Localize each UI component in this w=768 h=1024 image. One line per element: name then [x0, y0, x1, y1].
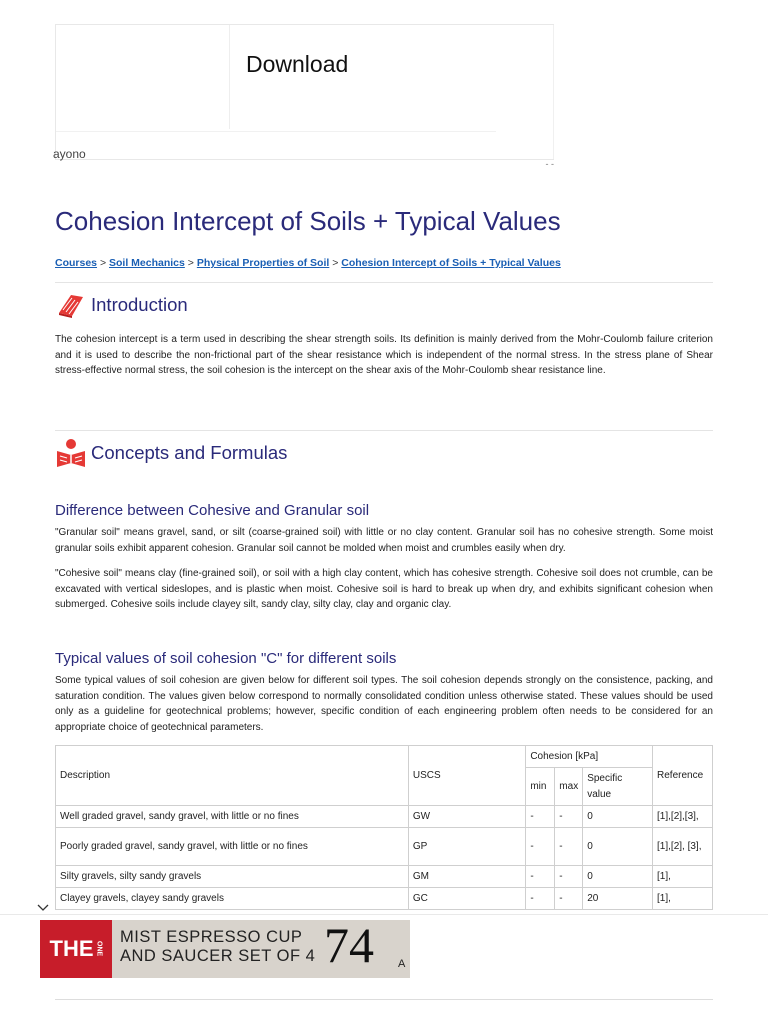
- bottom-ad[interactable]: [0, 914, 768, 974]
- table-cell: [1],[2], [3],: [653, 828, 713, 866]
- table-cell: -: [555, 888, 583, 910]
- table-row: [56, 866, 713, 888]
- column-header: Cohesion [kPa]: [526, 746, 653, 768]
- ad-caption: ayono: [53, 147, 86, 161]
- section-heading: Concepts and Formulas: [91, 442, 288, 463]
- table-cell: GP: [408, 828, 525, 866]
- table-cell: 0: [583, 866, 653, 888]
- ad-banner[interactable]: [40, 920, 410, 978]
- table-cell: GC: [408, 888, 525, 910]
- table-cell: [1],: [653, 888, 713, 910]
- ad-line: MIST ESPRESSO CUP: [120, 928, 303, 946]
- breadcrumb-soil-mechanics[interactable]: Soil Mechanics: [109, 257, 185, 269]
- table-cell: GM: [408, 866, 525, 888]
- table-cell: Clayey gravels, clayey sandy gravels: [56, 888, 409, 910]
- top-ad[interactable]: [53, 24, 554, 169]
- table-row: [56, 888, 713, 910]
- ad-text: [120, 928, 315, 966]
- ad-marker: - -: [545, 159, 554, 169]
- ad-price-suffix: A: [398, 958, 406, 970]
- ad-image: [56, 25, 230, 129]
- intro-heading-row: [55, 289, 188, 321]
- breadcrumb-separator: >: [99, 257, 107, 269]
- divider: [553, 25, 554, 159]
- divider: [55, 430, 713, 431]
- table-cell: [1],: [653, 866, 713, 888]
- column-header: Reference: [653, 746, 713, 806]
- download-button[interactable]: Download: [246, 51, 349, 77]
- reader-icon: [55, 437, 87, 469]
- table-cell: 0: [583, 806, 653, 828]
- table-row: [56, 806, 713, 828]
- table-cell: -: [526, 888, 555, 910]
- table-cell: -: [555, 806, 583, 828]
- divider: [55, 999, 713, 1000]
- divider: [55, 282, 713, 283]
- table-cell: -: [526, 806, 555, 828]
- column-header: USCS: [408, 746, 525, 806]
- table-cell: -: [526, 866, 555, 888]
- table-cell: Silty gravels, silty sandy gravels: [56, 866, 409, 888]
- table-cell: 20: [583, 888, 653, 910]
- breadcrumb: [55, 257, 561, 269]
- table-cell: -: [526, 828, 555, 866]
- cohesive-paragraph: "Cohesive soil" means clay (fine-grained soil), or soil with a high clay content, which has cohesive strength. Cohesive soil does not crumble, can be excavated with vertical sideslopes, and is plastic when moist. Cohesive soil is hard to break up when dry, and exhibits significant cohesion when submerged. Cohesive soils include clayey silt, sandy clay, silty clay, clay and organic clay.: [55, 568, 713, 610]
- table-cell: GW: [408, 806, 525, 828]
- ad-price: 74: [324, 920, 374, 973]
- concepts-heading-row: [55, 437, 287, 469]
- intro-text: The cohesion intercept is a term used in describing the shear strength soils. Its definition is mainly derived from the Mohr-Coulomb failure criterion and it is used to describe the non-frictional part of the shear resistance which is independent of the normal stress. In the stress plane of Shear stress-effective normal stress, the soil cohesion is the intercept on the shear axis of the Mohr-Coulomb shear resistance line.: [55, 334, 713, 376]
- breadcrumb-physical-properties[interactable]: Physical Properties of Soil: [196, 257, 330, 269]
- column-header: min: [526, 768, 555, 806]
- cohesion-table: [55, 745, 713, 910]
- ad-logo-small: ONE: [95, 941, 103, 957]
- breadcrumb-separator: >: [187, 257, 194, 269]
- table-cell: 0: [583, 828, 653, 866]
- granular-paragraph: "Granular soil" means gravel, sand, or silt (coarse-grained soil) with little or no clay content. Granular soil has no cohesive strength. Some moist granular soils exhibit apparent cohesion. Granular soil cannot be molded when moist and crumbles easily when dry.: [55, 527, 713, 554]
- subsection-heading: Difference between Cohesive and Granular soil: [55, 502, 370, 519]
- breadcrumb-current[interactable]: Cohesion Intercept of Soils + Typical Values: [341, 257, 561, 269]
- divider: [0, 914, 768, 915]
- book-icon: [55, 289, 87, 321]
- table-cell: Poorly graded gravel, sandy gravel, with little or no fines: [56, 828, 409, 866]
- breadcrumb-courses[interactable]: Courses: [55, 257, 98, 269]
- table-cell: -: [555, 866, 583, 888]
- breadcrumb-separator: >: [332, 257, 339, 269]
- table-cell: [1],[2],[3],: [653, 806, 713, 828]
- table-cell: Well graded gravel, sandy gravel, with little or no fines: [56, 806, 409, 828]
- page-title: Cohesion Intercept of Soils + Typical Values: [55, 206, 561, 236]
- table-row: [56, 828, 713, 866]
- ad-logo-text: THE: [49, 936, 94, 961]
- divider: [56, 131, 496, 132]
- column-header: max: [555, 768, 583, 806]
- column-header: Description: [56, 746, 409, 806]
- column-header: Specific value: [583, 768, 653, 806]
- subsection-heading: Typical values of soil cohesion "C" for different soils: [55, 650, 397, 667]
- ad-line: AND SAUCER SET OF 4: [120, 947, 316, 965]
- table-cell: -: [555, 828, 583, 866]
- ad-logo: [40, 920, 112, 978]
- typical-values-paragraph: Some typical values of soil cohesion are given below for different soil types. The soil cohesion depends strongly on the consistence, packing, and saturation condition. The values given below correspond to normally consolidated condition unless otherwise stated. These values should be used only as a guideline for geotechnical problems; however, specific condition of each engineering problem often needs to be considered for an appropriate choice of geotechnical parameters.: [55, 675, 713, 733]
- section-heading: Introduction: [91, 294, 188, 315]
